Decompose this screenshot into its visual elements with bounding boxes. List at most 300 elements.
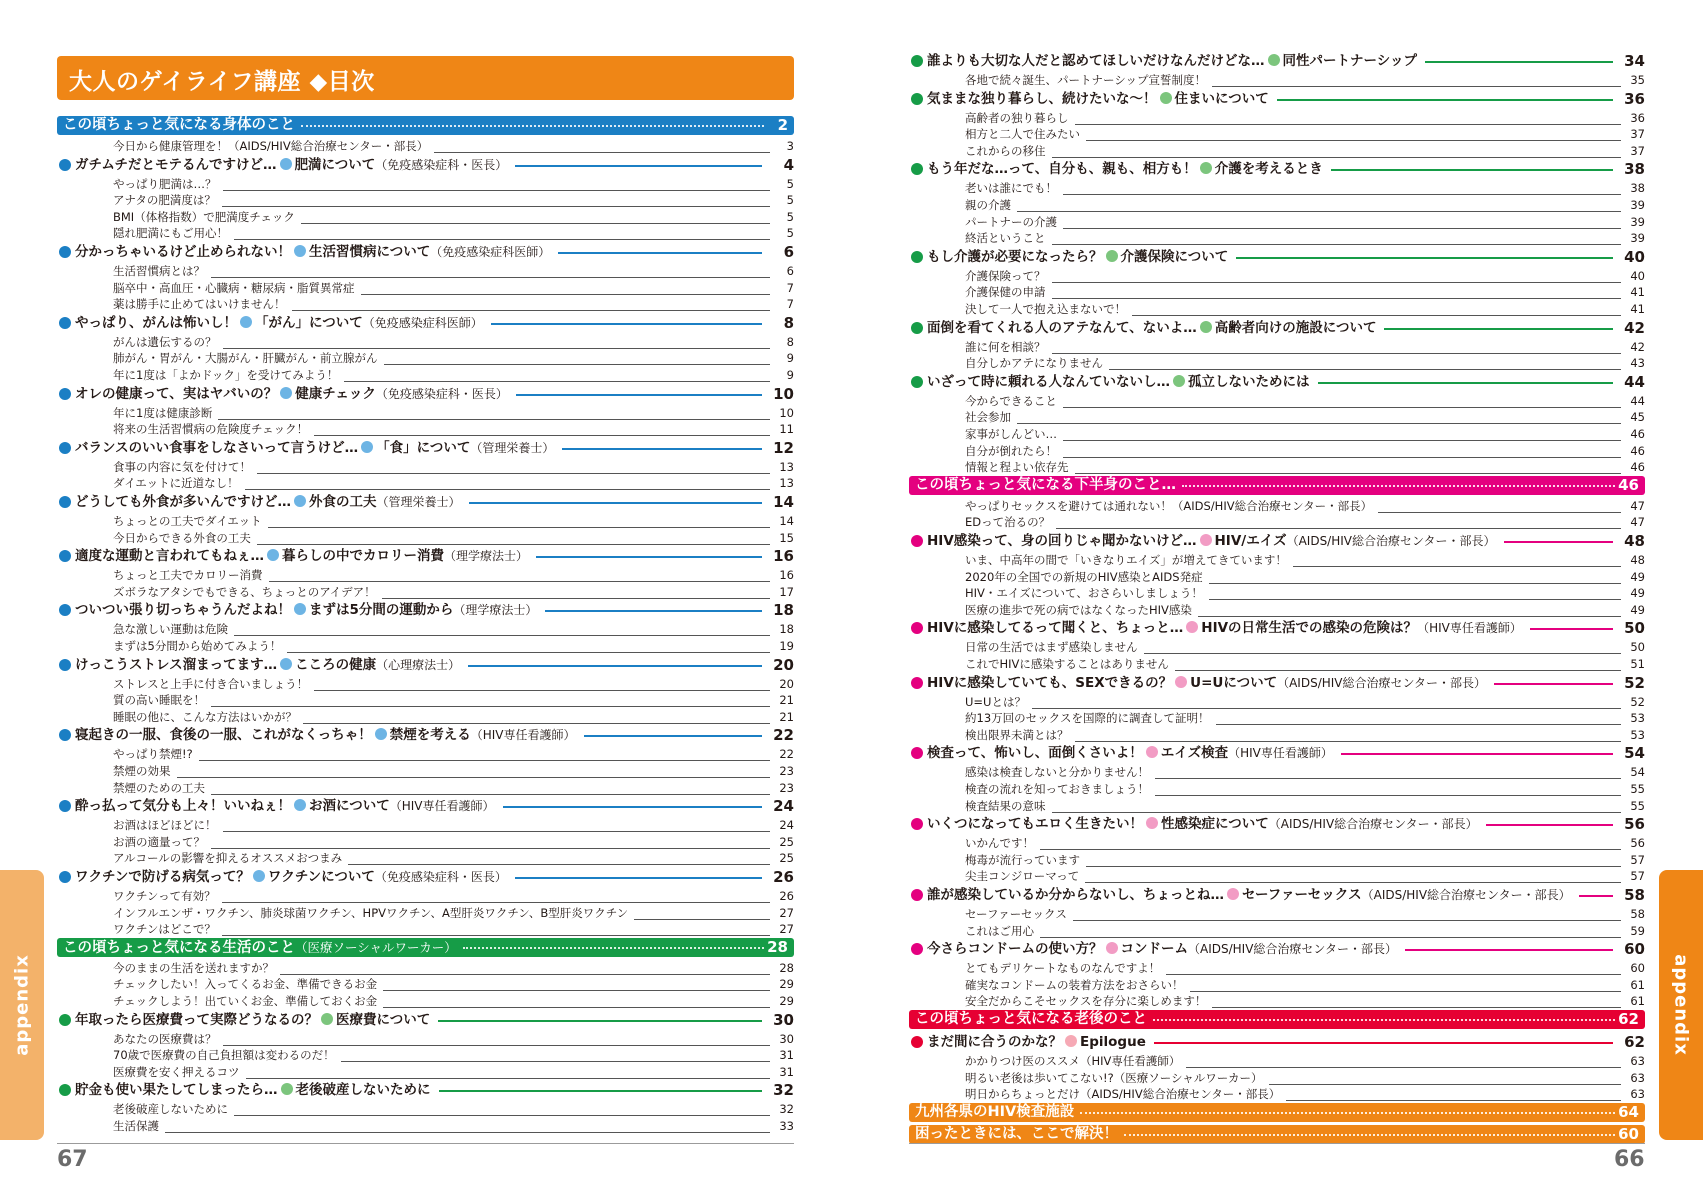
dotted-leader [1080, 1112, 1615, 1114]
subtopic-title: 今日から健康管理を！（AIDS/HIV総合治療センター・部長） [113, 139, 429, 153]
topic-title [75, 313, 483, 333]
leader-line [1052, 812, 1622, 813]
subtopic-page: 9 [786, 351, 794, 366]
subtopic-title: 各地で続々誕生、パートナーシップ宣誓制度！ [965, 73, 1207, 87]
topic-entry [57, 867, 794, 887]
section-title-text: 九州各県のHIV検査施設 [915, 1103, 1075, 1120]
topic-name: 「食」について [376, 439, 471, 456]
subtopic-page: 9 [786, 368, 794, 382]
subtopic-title: ちょっと工夫でカロリー消費 [113, 568, 263, 583]
leader-line [218, 419, 770, 420]
inline-bullet-icon [281, 1083, 293, 1095]
subtopic-entry [909, 197, 1645, 214]
section-title-text: この頃ちょっと気になる下半身のこと… [915, 476, 1176, 493]
topic-question: 分かっちゃいるけど止められない！ [75, 244, 291, 260]
subtopic-title: 今のままの生活を送れますか？ [113, 960, 274, 975]
subtopic-page: 39 [1630, 198, 1645, 212]
inline-bullet-icon [1160, 92, 1172, 104]
topic-name: セーファーセックス [1242, 887, 1362, 903]
topic-page: 40 [1624, 247, 1645, 266]
subtopic-title: いかんです！ [965, 836, 1034, 851]
section-page: 64 [1618, 1102, 1639, 1121]
subtopic-page: 58 [1630, 907, 1645, 921]
subtopic-page: 60 [1630, 961, 1645, 976]
topic-author: （HIV専任看護師） [470, 728, 576, 743]
subtopic-page: 27 [779, 905, 794, 920]
topic-question: 今さらコンドームの使い方？ [927, 941, 1103, 958]
subtopic-title: お酒の適量って？ [113, 834, 205, 849]
topic-title [75, 438, 554, 458]
subtopic-title: 安全だからこそセックスを存分に楽しめます！ [965, 994, 1207, 1009]
subtopic-title: ワクチンって有効？ [113, 889, 216, 903]
subtopic-title: 禁煙のための工夫 [113, 780, 205, 795]
topic-page: 54 [1624, 744, 1645, 763]
section-header [909, 1103, 1645, 1122]
leader-line [211, 794, 770, 795]
topic-question: やっぱり、がんは怖いし！ [75, 314, 237, 331]
section-page: 28 [767, 937, 788, 956]
leader-line [1341, 753, 1613, 755]
subtopic-title: アルコールの影響を抑えるオススメおつまみ [113, 851, 343, 866]
leader-line [1236, 257, 1613, 259]
subtopic-entry [909, 569, 1645, 586]
topic-name: 「がん」について [255, 314, 363, 331]
subtopic-title: パートナーの介護 [965, 214, 1057, 229]
subtopic-page: 29 [779, 994, 794, 1008]
leader-line [1166, 974, 1621, 975]
dotted-leader [1182, 485, 1615, 487]
topic-question: HIVに感染してるって聞くと、ちょっと… [927, 620, 1184, 637]
bullet-icon [59, 246, 71, 258]
inline-bullet-icon [253, 870, 265, 882]
inline-bullet-icon [1106, 250, 1118, 262]
leader-line [634, 919, 770, 920]
subtopic-page: 49 [1630, 586, 1645, 601]
topic-page: 20 [773, 655, 794, 674]
subtopic-title: 肺がん・胃がん・大腸がん・肝臓がん・前立腺がん [113, 351, 378, 366]
topic-name: 老後破産しないために [295, 1082, 431, 1099]
topic-title [75, 242, 550, 262]
subtopic-page: 51 [1630, 657, 1645, 671]
subtopic-page: 63 [1630, 1070, 1645, 1085]
topic-author: （AIDS/HIV総合治療センター・部長） [1188, 942, 1397, 957]
leader-line [1017, 211, 1621, 212]
section-header [57, 116, 794, 135]
subtopic-page: 50 [1630, 640, 1645, 655]
bullet-icon [59, 604, 71, 616]
topic-author: （AIDS/HIV総合治療センター・部長） [1286, 534, 1496, 548]
topic-question: オレの健康って、実はヤバいの？ [75, 385, 278, 402]
leader-line [245, 489, 770, 490]
subtopic-entry [57, 834, 794, 851]
topic-question: ワクチンで防げる病気って？ [75, 869, 250, 885]
topic-title [75, 1080, 431, 1100]
subtopic-entry [57, 850, 794, 867]
subtopic-entry [909, 355, 1645, 372]
topic-question: ついつい張り切っちゃうんだよね！ [75, 602, 291, 619]
topic-name: こころの健康 [295, 656, 377, 673]
subtopic-page: 21 [779, 709, 794, 724]
topic-question: HIVに感染していても、SEXできるの？ [927, 674, 1173, 691]
topic-title [927, 159, 1323, 179]
topic-page: 10 [773, 384, 794, 403]
subtopic-entry [909, 960, 1645, 977]
subtopic-page: 43 [1630, 356, 1645, 371]
subtopic-entry [57, 1118, 794, 1135]
bottom-rule-left [57, 1143, 794, 1144]
leader-line [1073, 920, 1621, 921]
subtopic-entry [57, 763, 794, 780]
subtopic-title: 検出限界未満とは？ [965, 727, 1069, 742]
leader-line [222, 935, 770, 936]
topic-author: （心理療法士） [376, 657, 461, 672]
subtopic-entry [57, 459, 794, 476]
topic-author: （免疫感染症科・医長） [374, 870, 507, 884]
subtopic-page: 25 [779, 834, 794, 849]
subtopic-entry [57, 621, 794, 638]
topic-name: 健康チェック [295, 385, 376, 402]
bullet-icon [911, 163, 923, 175]
subtopic-page: 24 [779, 818, 794, 833]
subtopic-title: 2020年の全国での新規のHIV感染とAIDS発症 [965, 569, 1203, 584]
subtopic-title: 年に1度は「よかドック」を受けてみよう！ [113, 368, 339, 382]
subtopic-entry [909, 214, 1645, 231]
topic-name: 同性パートナーシップ [1282, 53, 1417, 69]
leader-line [558, 252, 762, 254]
topic-page: 6 [783, 243, 794, 261]
leader-line [1504, 541, 1613, 543]
subtopic-title: HIV・エイズについて、おさらいしましょう！ [965, 586, 1203, 601]
subtopic-entry [909, 552, 1645, 569]
topic-page: 38 [1624, 160, 1645, 179]
subtopic-entry [909, 143, 1645, 160]
bullet-icon [911, 251, 923, 263]
topic-question: いざって時に頼れる人なんていないし… [927, 373, 1170, 390]
leader-line [545, 610, 762, 612]
inline-bullet-icon [1146, 746, 1158, 758]
subtopic-title: 家事がしんどい… [965, 427, 1057, 441]
section-page: 46 [1618, 475, 1639, 494]
subtopic-entry [909, 764, 1645, 781]
subtopic-page: 28 [779, 960, 794, 975]
topic-name: HIV/エイズ [1214, 533, 1287, 549]
inline-bullet-icon [294, 799, 306, 811]
leader-line [246, 1078, 771, 1079]
subtopic-page: 10 [779, 405, 794, 420]
topic-name: 性感染症について [1161, 816, 1269, 833]
subtopic-entry [909, 852, 1645, 869]
topic-title [75, 796, 495, 816]
leader-line [314, 435, 770, 436]
leader-line [1052, 244, 1622, 245]
bullet-icon [911, 376, 923, 388]
topic-title [75, 1010, 430, 1030]
subtopic-entry [57, 405, 794, 422]
topic-page: 14 [773, 493, 794, 511]
subtopic-page: 37 [1630, 143, 1645, 158]
leader-line [1579, 895, 1613, 897]
subtopic-entry [909, 798, 1645, 815]
bullet-icon [911, 889, 923, 901]
topic-name: 介護保険について [1120, 248, 1229, 265]
topic-title [927, 372, 1310, 392]
leader-line [1086, 866, 1621, 867]
bullet-icon [911, 818, 923, 830]
topic-entry [57, 796, 794, 816]
topic-page: 58 [1624, 886, 1645, 904]
leader-line [1132, 315, 1621, 316]
subtopic-title: お酒はほどほどに！ [113, 818, 217, 833]
leader-line [384, 364, 771, 365]
subtopic-entry [909, 993, 1645, 1010]
topic-author: （AIDS/HIV総合治療センター・部長） [1277, 675, 1487, 690]
leader-line [268, 527, 770, 528]
subtopic-page: 61 [1630, 994, 1645, 1009]
subtopic-title: 脳卒中・高血圧・心臓病・糖尿病・脂質異常症 [113, 280, 355, 295]
leader-line [434, 152, 770, 153]
subtopic-page: 23 [779, 780, 794, 795]
topic-page: 18 [773, 601, 794, 620]
subtopic-page: 39 [1630, 214, 1645, 229]
leader-line [1378, 512, 1621, 513]
topic-entry [57, 242, 794, 262]
section-title [915, 1010, 1147, 1029]
subtopic-title: まずは5分間から始めてみよう！ [113, 639, 282, 653]
inline-bullet-icon [361, 441, 373, 453]
leader-line [536, 556, 762, 558]
leader-line [439, 1090, 763, 1092]
leader-line [341, 1061, 770, 1062]
inline-bullet-icon [1186, 621, 1198, 633]
section-title [915, 1103, 1074, 1122]
leader-line [361, 294, 771, 295]
subtopic-page: 55 [1630, 782, 1645, 796]
subtopic-title: 終活ということ [965, 231, 1046, 246]
subtopic-entry [909, 393, 1645, 410]
leader-line [1144, 653, 1622, 654]
bullet-icon [911, 535, 923, 547]
leader-line [584, 735, 762, 737]
bullet-icon [59, 550, 71, 562]
topic-title [927, 1032, 1146, 1052]
topic-question: 酔っ払って気分も上々！いいねぇ！ [75, 798, 291, 815]
topic-entry [57, 1080, 794, 1100]
subtopic-page: 20 [779, 676, 794, 691]
subtopic-page: 39 [1630, 231, 1645, 246]
topic-title [927, 531, 1496, 551]
bullet-icon [59, 388, 71, 400]
section-title [915, 1125, 1118, 1144]
topic-name: U=Uについて [1190, 674, 1278, 691]
subtopic-page: 29 [779, 977, 794, 992]
topic-entry [57, 313, 794, 333]
subtopic-page: 31 [779, 1064, 794, 1079]
subtopic-page: 6 [786, 264, 794, 278]
subtopic-page: 63 [1630, 1087, 1645, 1102]
subtopic-entry [909, 868, 1645, 885]
topic-question: どうしても外食が多いんですけど… [75, 494, 291, 510]
subtopic-page: 61 [1630, 977, 1645, 992]
leader-line [1384, 328, 1613, 330]
subtopic-page: 16 [779, 568, 794, 583]
subtopic-entry [57, 350, 794, 367]
leader-line [1052, 353, 1622, 354]
topic-name: 高齢者向けの施設について [1214, 319, 1377, 336]
subtopic-entry [57, 192, 794, 209]
topic-question: まだ間に合うのかな？ [927, 1034, 1062, 1050]
leader-line [1186, 1067, 1621, 1068]
topic-page: 60 [1624, 940, 1645, 959]
leader-line [348, 864, 770, 865]
subtopic-page: 47 [1630, 498, 1645, 513]
leader-line [1293, 566, 1621, 567]
leader-line [1486, 824, 1613, 826]
topic-page: 22 [773, 726, 794, 745]
subtopic-title: 質の高い睡眠を！ [113, 693, 205, 708]
leader-line [1063, 407, 1621, 408]
subtopic-entry [909, 585, 1645, 602]
topic-author: （HIV専任看護師） [1417, 621, 1522, 636]
subtopic-page: 23 [779, 764, 794, 778]
subtopic-entry [909, 835, 1645, 852]
subtopic-title: 医療の進歩で死の病ではなくなったHIV感染 [965, 602, 1192, 617]
subtopic-entry [57, 263, 794, 280]
topic-entry [909, 618, 1645, 638]
subtopic-title: 相方と二人で住みたい [965, 127, 1080, 142]
subtopic-page: 5 [786, 176, 794, 191]
bullet-icon [59, 442, 71, 454]
topic-entry [909, 531, 1645, 551]
subtopic-title: がんは遺伝するの？ [113, 334, 217, 349]
subtopic-page: 42 [1630, 339, 1645, 354]
leader-line [469, 502, 762, 504]
leader-line [1056, 528, 1621, 529]
inline-bullet-icon [321, 1013, 333, 1025]
topic-title [927, 743, 1333, 763]
topic-title [75, 155, 507, 175]
subtopic-page: 15 [779, 530, 794, 545]
appendix-tab-label: appendix [1670, 954, 1692, 1056]
topic-question: 適度な運動と言われてもねぇ… [75, 548, 264, 565]
topic-question: HIV感染って、身の回りじゃ聞かないけど… [927, 533, 1197, 549]
leader-line [165, 1132, 770, 1133]
subtopic-title: 将来の生活習慣病の危険度チェック！ [113, 422, 309, 437]
leader-line [468, 665, 762, 667]
section-page: 62 [1618, 1010, 1639, 1028]
leader-line [1286, 1100, 1621, 1101]
topic-question: 気ままな独り暮らし、続けたいな～！ [927, 90, 1157, 107]
topic-title [927, 814, 1478, 834]
leader-line [344, 381, 770, 382]
leader-line [515, 165, 762, 167]
topic-question: もう年だな…って、自分も、親も、相方も！ [927, 161, 1197, 178]
topic-name: 外食の工夫 [309, 494, 377, 510]
subtopic-title: 約13万回のセックスを国際的に調査して証明！ [965, 711, 1210, 726]
leader-line [1075, 473, 1622, 474]
subtopic-page: 52 [1630, 694, 1645, 709]
section-title-text: 困ったときには、ここで解決！ [915, 1125, 1118, 1142]
leader-line [303, 723, 770, 724]
topic-author: （免疫感染症科医師） [430, 245, 551, 259]
subtopic-entry [57, 334, 794, 351]
section-title-text: この頃ちょっと気になる生活のこと [63, 939, 295, 956]
topic-entry [57, 492, 794, 512]
subtopic-title: 情報と程よい依存先 [965, 460, 1069, 475]
topic-author: （管理栄養士） [470, 440, 555, 455]
subtopic-title: 今からできること [965, 393, 1057, 408]
topic-title [927, 939, 1397, 959]
subtopic-entry [57, 296, 794, 313]
subtopic-page: 19 [779, 639, 794, 653]
topic-title [927, 618, 1522, 638]
topic-name: 住まいについて [1174, 90, 1269, 107]
subtopic-page: 5 [786, 209, 794, 224]
leader-line [1063, 228, 1621, 229]
subtopic-page: 31 [779, 1048, 794, 1063]
subtopic-title: あなたの医療費は？ [113, 1031, 217, 1046]
leader-line [1075, 124, 1622, 125]
subtopic-title: やっぱりセックスを避けては通れない！（AIDS/HIV総合治療センター・部長） [965, 498, 1373, 513]
subtopic-entry [57, 1101, 794, 1118]
subtopic-page: 35 [1630, 73, 1645, 87]
subtopic-title: アナタの肥満度は？ [113, 193, 216, 208]
subtopic-title: 医療費を安く押えるコツ [113, 1064, 240, 1079]
leader-line [223, 348, 771, 349]
bullet-icon [911, 677, 923, 689]
section-header [909, 1125, 1645, 1144]
subtopic-entry [909, 602, 1645, 619]
subtopic-title: チェックしたい！入ってくるお金、準備できるお金 [113, 977, 378, 992]
leader-line [515, 877, 762, 879]
bullet-icon [911, 1036, 923, 1048]
subtopic-title: 介護保険って？ [965, 268, 1046, 283]
topic-entry [909, 51, 1645, 71]
topic-title [75, 600, 537, 620]
leader-line [1277, 99, 1613, 101]
subtopic-entry [909, 426, 1645, 443]
bullet-icon [59, 1084, 71, 1096]
inline-bullet-icon [1065, 1035, 1077, 1047]
subtopic-entry [909, 268, 1645, 285]
topic-author: （AIDS/HIV総合治療センター・部長） [1361, 888, 1571, 902]
bullet-icon [911, 747, 923, 759]
topic-entry [57, 384, 794, 404]
subtopic-title: 年に1度は健康診断 [113, 405, 213, 420]
leader-line [1075, 741, 1622, 742]
leader-line [223, 1045, 771, 1046]
leader-line [1212, 1007, 1621, 1008]
subtopic-title: 介護保健の申請 [965, 285, 1046, 300]
leader-line [280, 974, 770, 975]
subtopic-page: 46 [1630, 443, 1645, 458]
section-header [57, 938, 794, 957]
subtopic-entry [57, 567, 794, 584]
subtopic-page: 32 [779, 1102, 794, 1117]
subtopic-entry [909, 409, 1645, 426]
topic-page: 26 [773, 868, 794, 886]
subtopic-entry [57, 513, 794, 530]
subtopic-entry [57, 530, 794, 547]
subtopic-entry [909, 656, 1645, 673]
topic-question: 寝起きの一服、食後の一服、これがなくっちゃ！ [75, 727, 372, 744]
subtopic-title: 感染は検査しないと分かりません！ [965, 765, 1149, 780]
subtopic-page: 27 [779, 922, 794, 937]
inline-bullet-icon [1173, 375, 1185, 387]
subtopic-entry [57, 176, 794, 193]
subtopic-entry [909, 126, 1645, 143]
topic-author: （HIV専任看護師） [1228, 746, 1333, 761]
subtopic-title: 隠れ肥満にもご用心！ [113, 226, 228, 241]
